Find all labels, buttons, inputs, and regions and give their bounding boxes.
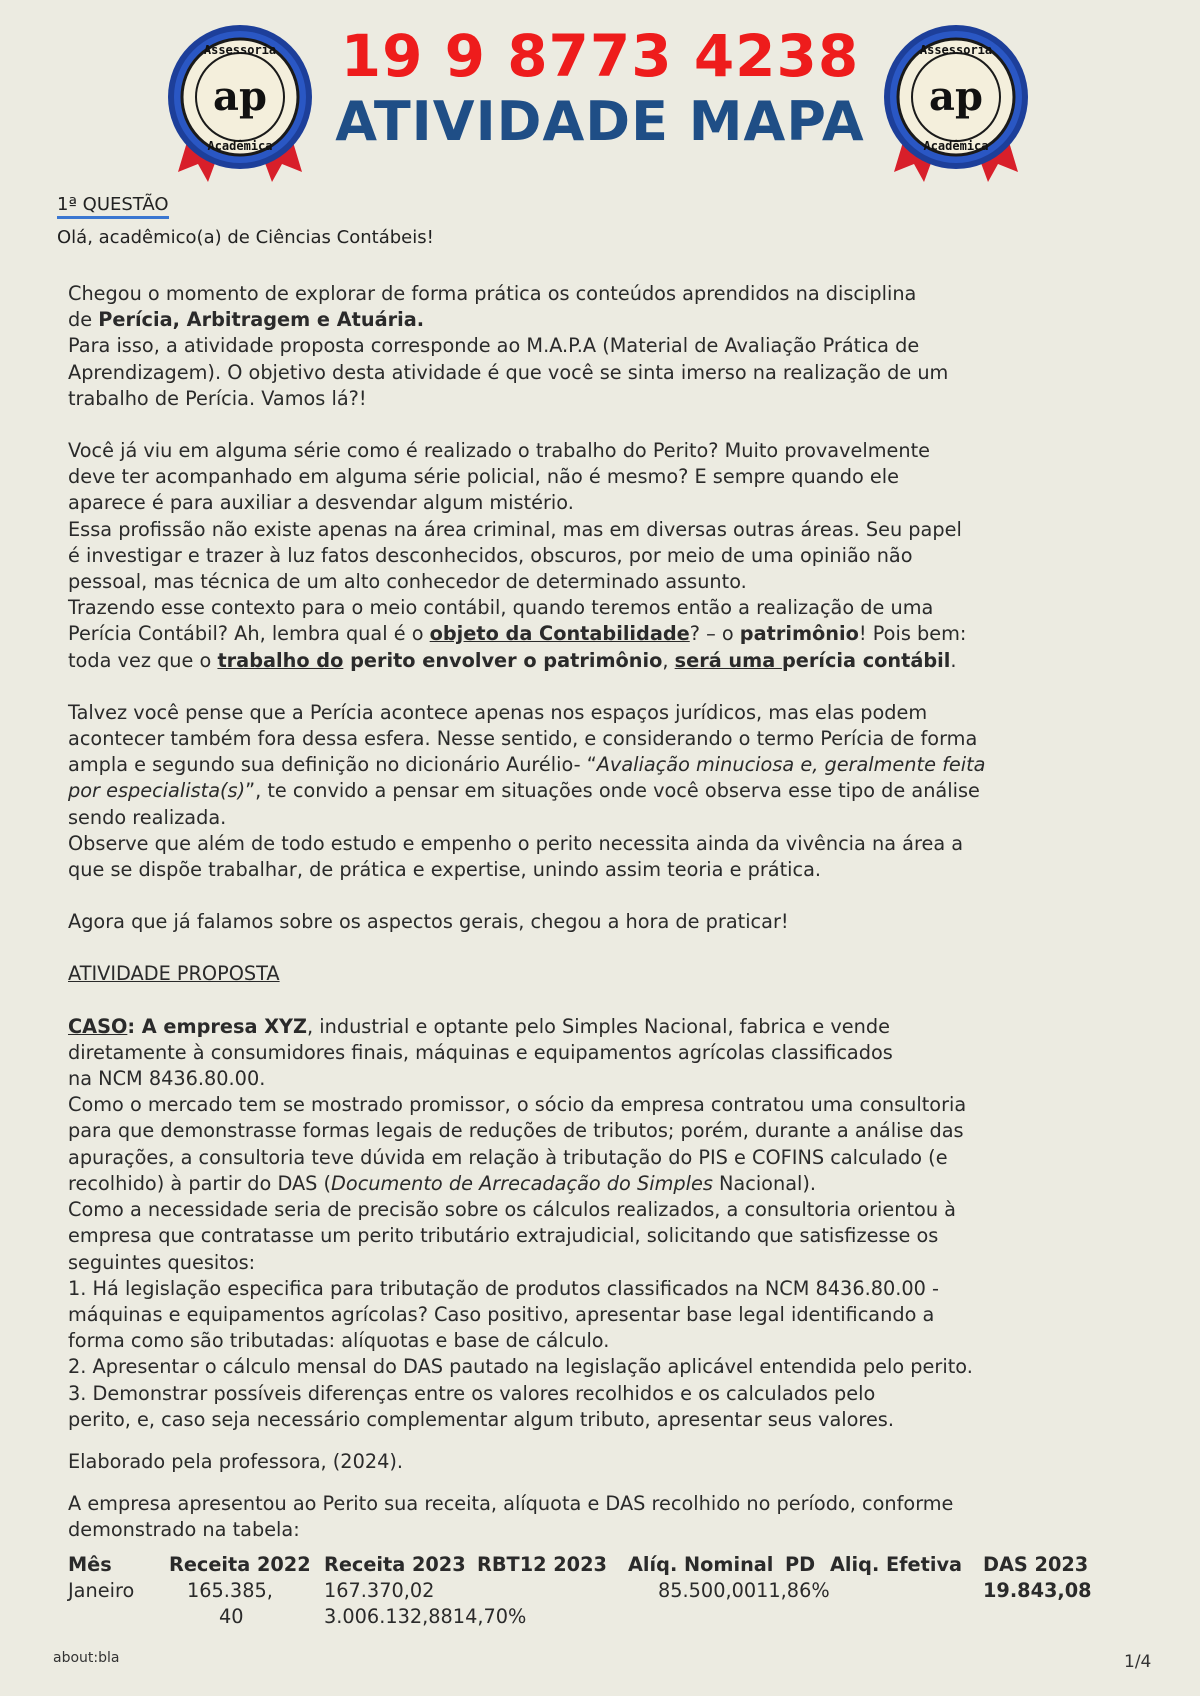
case-line: empresa que contratasse um perito tributário extrajudicial, solicitando que satisfizesse os	[68, 1224, 939, 1248]
table-intro: A empresa apresentou ao Perito sua receita, alíquota e DAS recolhido no período, conforme	[68, 1492, 954, 1516]
table-header-row	[68, 1552, 1092, 1578]
intro-line: de Perícia, Arbitragem e Atuária.	[68, 308, 425, 332]
paragraph-line: por especialista(s)”, te convido a pensar em situações onde você observa esse tipo de análise	[68, 779, 980, 803]
table-cell: 19.843,08	[983, 1578, 1092, 1602]
table-header: RBT12 2023	[477, 1552, 607, 1576]
document-body	[68, 281, 1108, 1630]
table-header: Mês	[68, 1552, 112, 1576]
paragraph-line: aparece é para auxiliar a desvendar algum mistério.	[68, 491, 574, 515]
case-line: diretamente à consumidores finais, máquinas e equipamentos agrícolas classificados	[68, 1040, 893, 1064]
question-heading: 1ª QUESTÃO	[57, 194, 169, 215]
svg-text:Assessoria: Assessoria	[203, 43, 277, 57]
credit-line: Elaborado pela professora, (2024).	[68, 1449, 404, 1473]
intro-line: Para isso, a atividade proposta corresponde ao M.A.P.A (Material de Avaliação Prática de	[68, 334, 920, 358]
assessoria-academica-seal-icon	[876, 22, 1036, 187]
svg-text:Assessoria: Assessoria	[919, 43, 993, 57]
paragraph-line: Essa profissão não existe apenas na área criminal, mas em diversas outras áreas. Seu papel	[68, 517, 962, 541]
page-number: 1/4	[1124, 1652, 1152, 1672]
footer-url: about:bla	[53, 1650, 120, 1666]
table-cell: Janeiro	[68, 1578, 135, 1602]
table-header: Aliq. Efetiva	[830, 1552, 963, 1576]
quesito-item: 3. Demonstrar possíveis diferenças entre os valores recolhidos e os calculados pelo	[68, 1381, 876, 1405]
paragraph-line: sendo realizada.	[68, 805, 227, 829]
case-line: na NCM 8436.80.00.	[68, 1067, 266, 1091]
paragraph-line: Agora que já falamos sobre os aspectos gerais, chegou a hora de praticar!	[68, 910, 789, 934]
paragraph-line: Perícia Contábil? Ah, lembra qual é o objeto da Contabilidade? – o patrimônio! Pois bem:	[68, 622, 967, 646]
page-title: ATIVIDADE MAPA	[335, 90, 865, 153]
svg-text:Acadêmica: Acadêmica	[207, 139, 273, 153]
paragraph-line: Talvez você pense que a Perícia acontece apenas nos espaços jurídicos, mas elas podem	[68, 700, 928, 724]
case-line: Como o mercado tem se mostrado promissor, o sócio da empresa contratou uma consultoria	[68, 1093, 967, 1117]
quesito-item: 2. Apresentar o cálculo mensal do DAS pautado na legislação aplicável entendida pelo perito.	[68, 1355, 973, 1379]
revenue-table	[68, 1552, 1092, 1630]
paragraph-line: toda vez que o trabalho do perito envolver o patrimônio, será uma perícia contábil.	[68, 648, 957, 672]
table-header: PD	[785, 1552, 816, 1576]
paragraph-line: pessoal, mas técnica de um alto conhecedor de determinado assunto.	[68, 570, 747, 594]
svg-text:Acadêmica: Acadêmica	[923, 139, 989, 153]
paragraph-line: é investigar e trazer à luz fatos desconhecidos, obscuros, por meio de uma opinião não	[68, 543, 913, 567]
table-header: Receita 2022	[169, 1552, 311, 1576]
paragraph-line: Observe que além de todo estudo e empenho o perito necessita ainda da vivência na área a	[68, 831, 964, 855]
case-line: CASO: A empresa XYZ, industrial e optante pelo Simples Nacional, fabrica e vende	[68, 1014, 890, 1038]
assessoria-academica-seal-icon	[160, 22, 320, 187]
intro-line: Chegou o momento de explorar de forma prática os conteúdos aprendidos na disciplina	[68, 282, 917, 305]
table-header: Alíq. Nominal	[628, 1552, 774, 1576]
greeting: Olá, acadêmico(a) de Ciências Contábeis!	[57, 227, 434, 248]
case-line: apurações, a consultoria teve dúvida em relação à tributação do PIS e COFINS calculado (e	[68, 1145, 948, 1169]
paragraph-line: Você já viu em alguma série como é realizado o trabalho do Perito? Muito provavelmente	[68, 439, 931, 463]
quesito-item: forma como são tributadas: alíquotas e base de cálculo.	[68, 1329, 610, 1353]
quesito-item: perito, e, caso seja necessário complementar algum tributo, apresentar seus valores.	[68, 1407, 894, 1431]
page-header	[0, 0, 1200, 190]
case-line: Como a necessidade seria de precisão sobre os cálculos realizados, a consultoria orientou à	[68, 1198, 957, 1222]
phone-number: 19 9 8773 4238	[340, 22, 860, 90]
table-cell: 85.500,0011,86%	[658, 1578, 830, 1602]
case-line: seguintes quesitos:	[68, 1250, 256, 1274]
quesito-item: 1. Há legislação especifica para tributação de produtos classificados na NCM 8436.80.00 -	[68, 1276, 939, 1300]
intro-line: trabalho de Perícia. Vamos lá?!	[68, 386, 367, 410]
quesito-item: máquinas e equipamentos agrícolas? Caso positivo, apresentar base legal identificando a	[68, 1302, 935, 1326]
paragraph-line: ampla e segundo sua definição no dicionário Aurélio- “Avaliação minuciosa e, geralmente feita	[68, 753, 986, 777]
paragraph-line: deve ter acompanhado em alguma série policial, não é mesmo? E sempre quando ele	[68, 465, 899, 489]
paragraph-line: acontecer também fora dessa esfera. Nesse sentido, e considerando o termo Perícia de forma	[68, 727, 978, 751]
activity-heading: ATIVIDADE PROPOSTA	[68, 962, 280, 986]
table-intro: demonstrado na tabela:	[68, 1518, 300, 1542]
table-header: DAS 2023	[983, 1552, 1089, 1576]
intro-line: Aprendizagem). O objetivo desta atividade é que você se sinta imerso na realização de um	[68, 360, 949, 384]
svg-text:ap: ap	[929, 73, 983, 120]
table-cell: 167.370,02 3.006.132,8814,70%	[324, 1578, 527, 1628]
case-line: para que demonstrasse formas legais de reduções de tributos; porém, durante a análise das	[68, 1119, 964, 1143]
paragraph-line: Trazendo esse contexto para o meio contábil, quando teremos então a realização de uma	[68, 596, 934, 620]
paragraph-line: que se dispõe trabalhar, de prática e expertise, unindo assim teoria e prática.	[68, 858, 822, 882]
case-line: recolhido) à partir do DAS (Documento de Arrecadação do Simples Nacional).	[68, 1171, 817, 1195]
table-header: Receita 2023	[324, 1552, 466, 1576]
table-row	[68, 1578, 1092, 1630]
table-cell: 165.385, 40	[187, 1578, 273, 1628]
svg-text:ap: ap	[213, 73, 267, 120]
